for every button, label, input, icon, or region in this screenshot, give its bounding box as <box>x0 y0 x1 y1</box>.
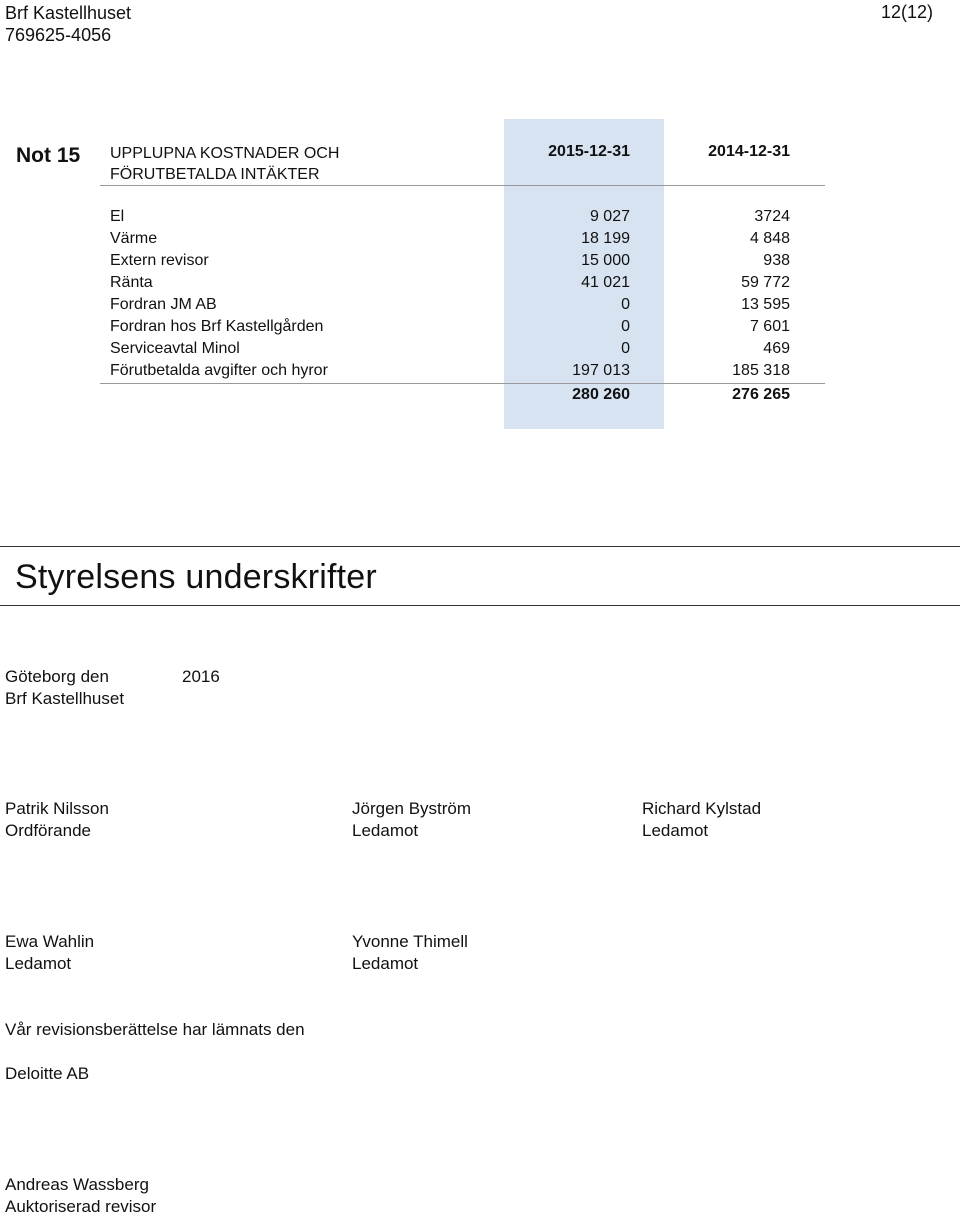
total-divider <box>100 383 825 384</box>
signing-place: Göteborg den <box>5 667 109 686</box>
table-row-label: Fordran JM AB <box>110 296 217 313</box>
signatory <box>352 798 471 842</box>
audit-statement: Vår revisionsberättelse har lämnats den <box>5 1020 305 1039</box>
note-title-line2: FÖRUTBETALDA INTÄKTER <box>110 166 320 183</box>
table-cell-2014: 3724 <box>754 208 790 225</box>
audit-firm: Deloitte AB <box>5 1064 90 1083</box>
section-bottom-rule <box>0 605 960 606</box>
table-cell-2015: 0 <box>621 318 630 335</box>
auditor-role: Auktoriserad revisor <box>5 1197 157 1216</box>
auditor <box>5 1174 156 1218</box>
signatory <box>5 931 94 975</box>
table-row-label: Värme <box>110 230 158 247</box>
signatory-name: Ewa Wahlin <box>5 932 95 951</box>
table-cell-2014: 4 848 <box>749 230 790 247</box>
column-header-2015: 2015-12-31 <box>548 143 630 160</box>
table-cell-2015: 41 021 <box>581 274 630 291</box>
section-title: Styrelsens underskrifter <box>15 558 377 596</box>
signing-year: 2016 <box>182 667 220 686</box>
note-title-line1: UPPLUPNA KOSTNADER OCH <box>110 145 340 162</box>
signatory-role: Ledamot <box>352 821 419 840</box>
table-row-label: Extern revisor <box>110 252 209 269</box>
table-cell-2015: 0 <box>621 296 630 313</box>
org-number: 769625-4056 <box>5 25 112 45</box>
signatory-name: Richard Kylstad <box>642 799 762 818</box>
table-cell-2015: 197 013 <box>572 362 630 379</box>
table-cell-2014: 469 <box>763 340 790 357</box>
table-cell-2014: 7 601 <box>749 318 790 335</box>
section-top-rule <box>0 546 960 547</box>
signatory-role: Ordförande <box>5 821 91 840</box>
table-cell-2015: 9 027 <box>589 208 630 225</box>
signatory <box>642 798 761 842</box>
table-row-label: Förutbetalda avgifter och hyror <box>110 362 328 379</box>
signatory-name: Jörgen Byström <box>352 799 472 818</box>
org-name: Brf Kastellhuset <box>5 3 132 23</box>
signatory-name: Yvonne Thimell <box>352 932 468 951</box>
table-cell-2015: 15 000 <box>581 252 630 269</box>
table-row-label: El <box>110 208 125 225</box>
signatory-name: Patrik Nilsson <box>5 799 109 818</box>
signatory <box>5 798 109 842</box>
table-cell-2015: 18 199 <box>581 230 630 247</box>
table-cell-2014: 13 595 <box>741 296 790 313</box>
table-row-label: Serviceavtal Minol <box>110 340 240 357</box>
auditor-name: Andreas Wassberg <box>5 1175 149 1194</box>
table-cell-2015: 0 <box>621 340 630 357</box>
column-header-2014: 2014-12-31 <box>708 143 790 160</box>
table-cell-2014: 185 318 <box>732 362 790 379</box>
signatory-role: Ledamot <box>352 954 419 973</box>
document-header-left <box>5 2 131 46</box>
total-2014: 276 265 <box>732 386 790 403</box>
page-number: 12(12) <box>880 2 933 22</box>
note-title <box>110 143 339 185</box>
total-2015: 280 260 <box>572 386 630 403</box>
note-label: Not 15 <box>16 144 81 167</box>
table-cell-2014: 938 <box>763 252 790 269</box>
signing-org: Brf Kastellhuset <box>5 689 125 708</box>
header-divider <box>100 185 825 186</box>
signatory-role: Ledamot <box>642 821 709 840</box>
signatory <box>352 931 468 975</box>
table-row-label: Fordran hos Brf Kastellgården <box>110 318 324 335</box>
table-cell-2014: 59 772 <box>741 274 790 291</box>
table-row-label: Ränta <box>110 274 153 291</box>
signatory-role: Ledamot <box>5 954 72 973</box>
